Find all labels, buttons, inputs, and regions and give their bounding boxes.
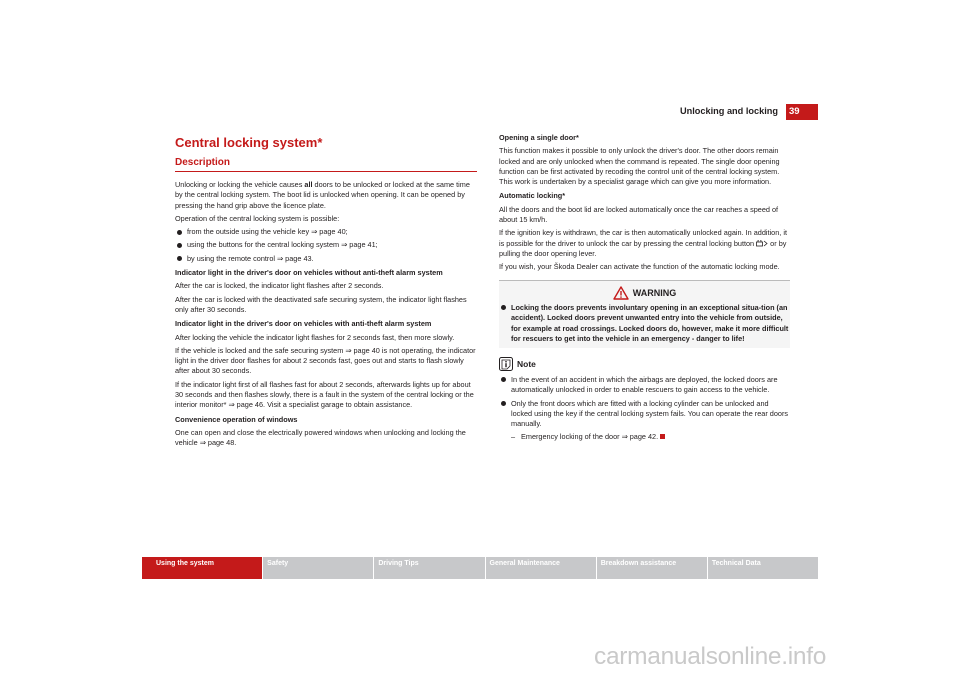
paragraph: All the doors and the boot lid are locked automatically once the car reaches a speed of about 15 km/h.	[499, 204, 779, 225]
list-item: Only the front doors which are fitted with a locking cylinder can be unlocked and locked using the key if the central locking system fails. You can operate the rear doors manually.	[499, 399, 790, 430]
bullet-icon	[177, 230, 182, 235]
warning-header	[499, 283, 790, 303]
paragraph: After locking the vehicle the indicator light flashes for 2 seconds fast, then more slowly.	[175, 332, 455, 342]
tab-driving-tips[interactable]: Driving Tips	[374, 557, 485, 579]
subsection-title: Description	[175, 156, 477, 172]
central-locking-button-icon	[756, 240, 768, 247]
list-item: from the outside using the vehicle key ⇒ page 40;	[175, 227, 477, 237]
warning-box	[499, 280, 790, 348]
note-info-icon	[499, 357, 513, 371]
operation-text: Operation of the central locking system is possible:	[175, 213, 340, 223]
heading-with-alarm: Indicator light in the driver's door on vehicles with anti-theft alarm system	[175, 319, 432, 329]
note-header	[499, 356, 790, 372]
bullet-icon	[501, 305, 506, 310]
paragraph: If the indicator light first of all flashes fast for about 2 seconds, afterwards lights up for about 30 seconds and then flashes slowly, there is a fault in the system of the central locking or the interior monitor* ⇒ page 46. Visit a specialist garage to obtain assistance.	[175, 379, 474, 410]
tab-safety[interactable]: Safety	[263, 557, 374, 579]
header-title: Unlocking and locking	[679, 106, 778, 116]
section-title: Central locking system*	[175, 135, 323, 150]
heading-no-alarm: Indicator light in the driver's door on vehicles without anti-theft alarm system	[175, 268, 443, 278]
paragraph: If the vehicle is locked and the safe securing system ⇒ page 40 is not operating, the indicator light in the driver door flashes for about 2 seconds fast, goes out and starts to flash slowly after about 30 seconds.	[175, 345, 476, 376]
page-number: 39	[786, 104, 818, 120]
list-item: In the event of an accident in which the airbags are deployed, the locked doors are automatically unlocked in order to enable rescuers to gain access to the vehicle.	[499, 375, 790, 396]
bullet-icon	[501, 401, 506, 406]
paragraph: If you wish, your Škoda Dealer can activate the function of the automatic locking mode.	[499, 262, 780, 272]
watermark: carmanualsonline.info	[594, 643, 827, 670]
list-item: using the buttons for the central locking system ⇒ page 41;	[175, 240, 477, 250]
right-column	[499, 133, 790, 443]
warning-text: Locking the doors prevents involuntary opening in an exceptional situa-tion (an accident). Locked doors prevent unwanted entry into the vehicle from outside, for example at road crossings. Locked doors do, however, make it more difficult for rescuers to get into the vehicle in an emergency - danger to life!	[499, 303, 790, 345]
bullet-icon	[177, 243, 182, 248]
paragraph: One can open and close the electrically powered windows when unlocking and locking the vehicle ⇒ page 48.	[175, 427, 466, 448]
intro-paragraph: Unlocking or locking the vehicle causes all doors to be unlocked or locked at the same time by the central locking system. The boot lid is unlocked when opening. It can be opened by pressing the hand grip above the licence plate.	[175, 180, 470, 210]
dash-list-item: – Emergency locking of the door ⇒ page 42.	[499, 432, 790, 442]
footer-nav	[142, 557, 818, 579]
paragraph: After the car is locked with the deactivated safe securing system, the indicator light flashes only after 30 seconds.	[175, 294, 467, 314]
bullet-icon	[177, 256, 182, 261]
heading-automatic-locking: Automatic locking*	[499, 191, 566, 201]
left-column	[175, 135, 477, 449]
warning-title: WARNING	[632, 287, 677, 298]
paragraph: If the ignition key is withdrawn, the car is then automatically unlocked again. In addition, it is possible for the driver to unlock the car by pressing the central locking button or by pulling the door opening lever.	[499, 228, 787, 258]
note-list	[499, 375, 790, 429]
note-title: Note	[517, 358, 536, 369]
bullet-icon	[501, 377, 506, 382]
heading-single-door: Opening a single door*	[499, 133, 579, 142]
paragraph: This function makes it possible to only unlock the driver's door. The other doors remain locked and are only unlocked when the command is repeated. The single door opening function can be first activated by recoding the control unit of the central locking system. This work is undertaken by a specialist garage which can give you more information.	[499, 146, 780, 187]
tab-technical-data[interactable]: Technical Data	[708, 557, 818, 579]
section-end-icon	[660, 434, 665, 439]
tab-breakdown-assistance[interactable]: Breakdown assistance	[597, 557, 708, 579]
tab-general-maintenance[interactable]: General Maintenance	[486, 557, 597, 579]
tab-using-the-system[interactable]: Using the system	[142, 557, 263, 579]
heading-convenience: Convenience operation of windows	[175, 414, 298, 424]
warning-triangle-icon	[613, 286, 629, 300]
list-item: by using the remote control ⇒ page 43.	[175, 254, 477, 264]
operation-list	[175, 227, 477, 264]
paragraph: After the car is locked, the indicator light flashes after 2 seconds.	[175, 281, 384, 291]
page-header	[640, 104, 818, 120]
